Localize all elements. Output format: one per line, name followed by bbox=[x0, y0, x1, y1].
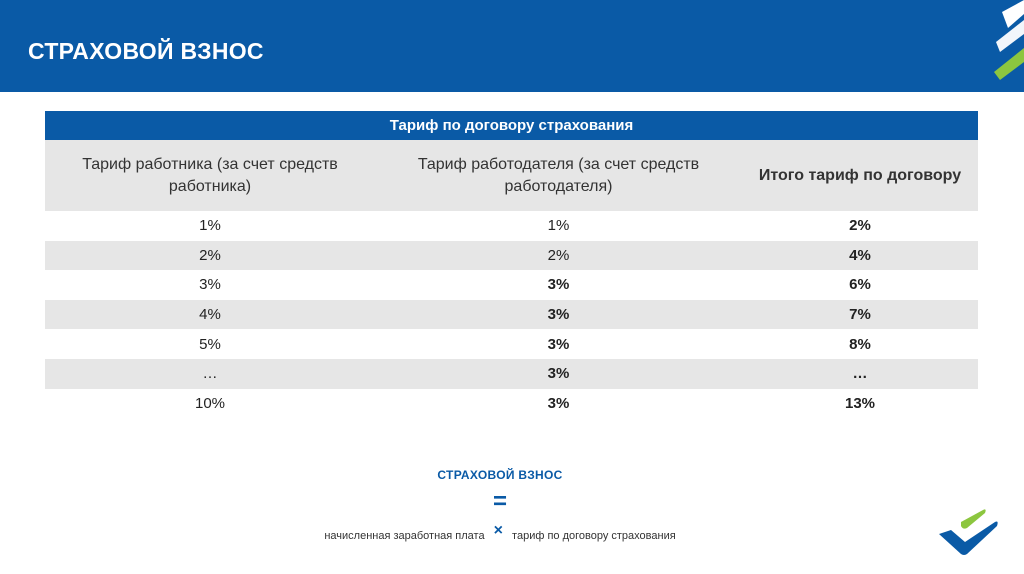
table-row bbox=[45, 329, 978, 359]
equals-sign: = bbox=[492, 488, 507, 515]
cell-employer: 3% bbox=[547, 276, 570, 294]
table-row bbox=[45, 241, 978, 271]
page-title: СТРАХОВОЙ ВЗНОС bbox=[28, 38, 264, 64]
cell-employer: 1% bbox=[547, 217, 570, 235]
header-bar bbox=[0, 0, 1024, 92]
cell-employer: 3% bbox=[375, 300, 742, 330]
cell-total: 13% bbox=[844, 394, 876, 412]
cell-total: 8% bbox=[849, 335, 871, 353]
multiply-icon: × bbox=[493, 522, 503, 539]
cell-total: 4% bbox=[742, 241, 978, 271]
table-caption: Тариф по договору страхования bbox=[45, 111, 978, 140]
tariff-table bbox=[45, 111, 978, 418]
cell-total: … bbox=[742, 359, 978, 389]
table-row bbox=[45, 389, 978, 419]
cell-employer: 3% bbox=[375, 359, 742, 389]
table-header-row bbox=[45, 140, 978, 211]
cell-employer: 3% bbox=[547, 335, 570, 353]
table-row bbox=[45, 359, 978, 389]
formula-title: СТРАХОВОЙ ВЗНОС bbox=[437, 468, 563, 482]
cell-employer: 2% bbox=[375, 241, 742, 271]
table-row bbox=[45, 300, 978, 330]
column-header-employee: Тариф работника (за счет средств работника) bbox=[45, 140, 375, 211]
column-header-employer: Тариф работодателя (за счет средств работодателя) bbox=[375, 140, 742, 211]
cell-employer: 3% bbox=[547, 394, 570, 412]
tariff-table-container bbox=[45, 111, 978, 418]
cell-total: 2% bbox=[849, 217, 871, 235]
cell-employee: 5% bbox=[199, 335, 221, 353]
formula-expression bbox=[0, 522, 1000, 544]
cell-total: 6% bbox=[849, 276, 871, 294]
column-header-total: Итого тариф по договору bbox=[742, 140, 978, 211]
cell-employee: 1% bbox=[199, 217, 221, 235]
formula-left-term: начисленная заработная плата bbox=[324, 530, 485, 542]
formula-right-term: тариф по договору страхования bbox=[512, 530, 676, 542]
brand-logo-icon bbox=[937, 508, 999, 556]
brand-logo-icon bbox=[954, 0, 1024, 92]
cell-employee: … bbox=[45, 359, 375, 389]
cell-total: 7% bbox=[742, 300, 978, 330]
table-row bbox=[45, 270, 978, 300]
cell-employee: 3% bbox=[199, 276, 221, 294]
cell-employee: 2% bbox=[45, 241, 375, 271]
table-row bbox=[45, 211, 978, 241]
cell-employee: 10% bbox=[194, 394, 226, 412]
cell-employee: 4% bbox=[45, 300, 375, 330]
